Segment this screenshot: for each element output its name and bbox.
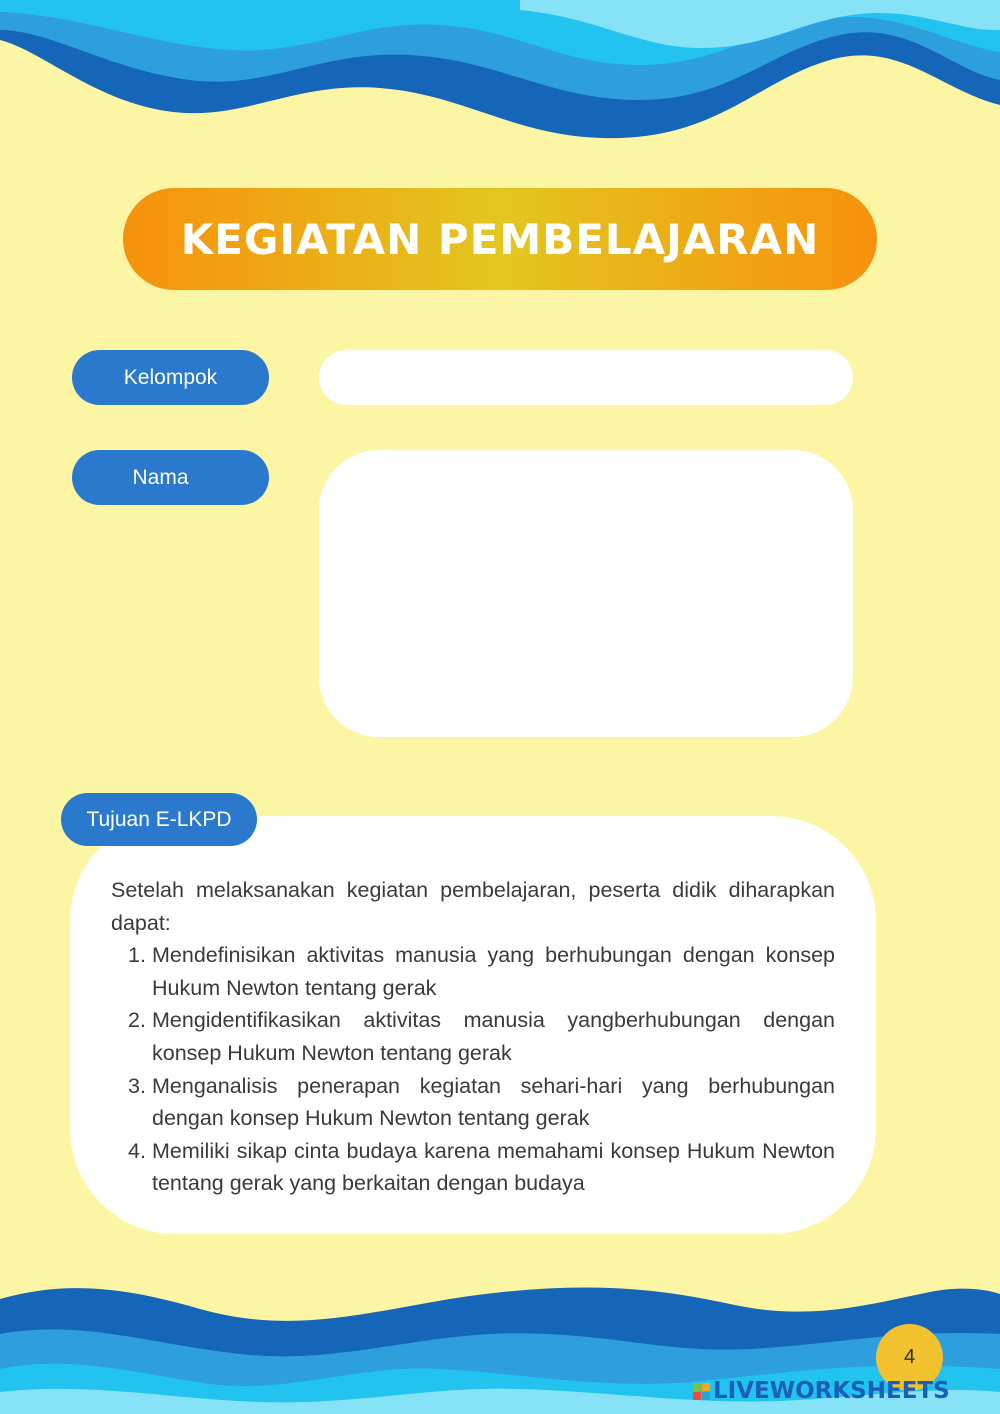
objective-item: [111, 1004, 835, 1069]
objective-number: 3.: [128, 1073, 146, 1098]
tujuan-panel: [70, 816, 876, 1234]
objective-text: Menganalisis penerapan kegiatan sehari-hari yang berhubungan dengan konsep Hukum Newton tentang gerak: [152, 1073, 835, 1131]
page-title: KEGIATAN PEMBELAJARAN: [180, 214, 820, 264]
tujuan-label: Tujuan E-LKPD: [61, 793, 257, 846]
brand-watermark: [693, 1376, 950, 1406]
kelompok-input[interactable]: [319, 350, 853, 405]
nama-textarea[interactable]: [319, 450, 853, 737]
kelompok-label: Kelompok: [72, 350, 269, 405]
title-banner: [123, 188, 877, 290]
brand-name: LIVEWORKSHEETS: [713, 1378, 950, 1404]
objective-text: Mendefinisikan aktivitas manusia yang berhubungan dengan konsep Hukum Newton tentang gerak: [152, 943, 835, 1000]
brand-logo-icon: [693, 1383, 710, 1400]
tujuan-intro: Setelah melaksanakan kegiatan pembelajaran, peserta didik diharapkan dapat:: [111, 878, 835, 935]
nama-label: Nama: [72, 450, 269, 505]
top-wave-decoration: [0, 0, 1000, 170]
objective-number: 2.: [128, 1008, 146, 1033]
objective-text: Mengidentifikasikan aktivitas manusia yangberhubungan dengan konsep Hukum Newton tentang gerak: [152, 1008, 835, 1065]
objective-item: [111, 1070, 835, 1135]
page-number-badge: 4: [876, 1324, 943, 1391]
objective-item: [111, 1135, 835, 1200]
objective-number: 4.: [128, 1138, 146, 1163]
objective-item: [111, 939, 835, 1004]
objectives-list: [111, 939, 835, 1200]
objective-number: 1.: [128, 943, 146, 968]
objective-text: Memiliki sikap cinta budaya karena memahami konsep Hukum Newton tentang gerak yang berkaitan dengan budaya: [152, 1138, 835, 1196]
